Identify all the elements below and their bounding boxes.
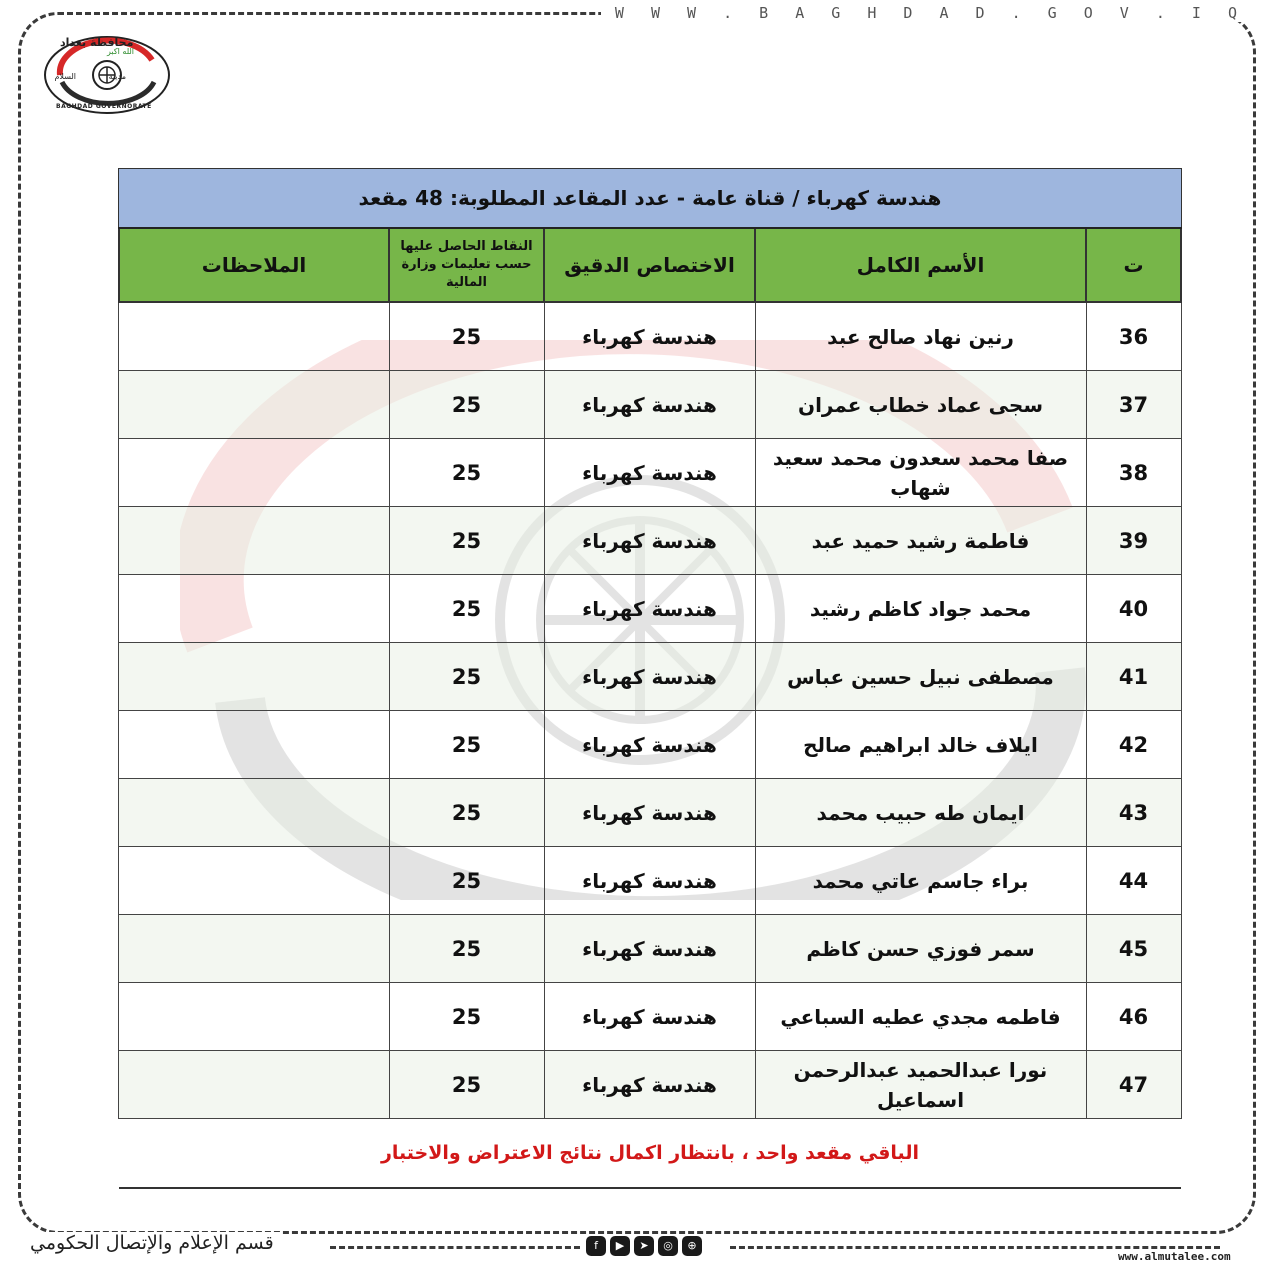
table-header-row bbox=[119, 228, 1181, 302]
row-full-name: مصطفى نبيل حسين عباس bbox=[755, 643, 1086, 711]
table-row bbox=[119, 371, 1181, 439]
row-full-name: رنين نهاد صالح عبد bbox=[755, 302, 1086, 371]
row-number: 42 bbox=[1086, 711, 1181, 779]
table-row bbox=[119, 439, 1181, 507]
table-row bbox=[119, 915, 1181, 983]
row-points: 25 bbox=[389, 983, 544, 1051]
row-number: 45 bbox=[1086, 915, 1181, 983]
row-full-name: سجى عماد خطاب عمران bbox=[755, 371, 1086, 439]
table-row bbox=[119, 847, 1181, 915]
row-number: 47 bbox=[1086, 1051, 1181, 1119]
row-number: 41 bbox=[1086, 643, 1181, 711]
row-notes bbox=[119, 711, 389, 779]
source-watermark: www.almutalee.com bbox=[1118, 1250, 1231, 1263]
column-header-specialization: الاختصاص الدقيق bbox=[544, 228, 755, 302]
row-specialization: هندسة كهرباء bbox=[544, 302, 755, 371]
logo-title: محافظة بغداد bbox=[60, 36, 134, 49]
table-row bbox=[119, 643, 1181, 711]
row-notes bbox=[119, 643, 389, 711]
telegram-icon[interactable]: ➤ bbox=[634, 1236, 654, 1256]
row-specialization: هندسة كهرباء bbox=[544, 439, 755, 507]
website-icon[interactable]: ⊕ bbox=[682, 1236, 702, 1256]
row-points: 25 bbox=[389, 302, 544, 371]
svg-text:الله اكبر: الله اكبر bbox=[107, 47, 134, 56]
table-row bbox=[119, 711, 1181, 779]
instagram-icon[interactable]: ◎ bbox=[658, 1236, 678, 1256]
row-full-name: نورا عبدالحميد عبدالرحمن اسماعيل bbox=[755, 1051, 1086, 1119]
row-points: 25 bbox=[389, 779, 544, 847]
row-full-name: فاطمه مجدي عطيه السباعي bbox=[755, 983, 1086, 1051]
row-specialization: هندسة كهرباء bbox=[544, 507, 755, 575]
row-number: 39 bbox=[1086, 507, 1181, 575]
column-header-notes: الملاحظات bbox=[119, 228, 389, 302]
site-url[interactable]: W W W . B A G H D A D . G O V . I Q bbox=[601, 4, 1260, 22]
row-points: 25 bbox=[389, 507, 544, 575]
row-full-name: فاطمة رشيد حميد عبد bbox=[755, 507, 1086, 575]
table-title: هندسة كهرباء / قناة عامة - عدد المقاعد المطلوبة: 48 مقعد bbox=[119, 169, 1181, 229]
row-points: 25 bbox=[389, 575, 544, 643]
row-specialization: هندسة كهرباء bbox=[544, 371, 755, 439]
row-number: 43 bbox=[1086, 779, 1181, 847]
row-points: 25 bbox=[389, 711, 544, 779]
row-specialization: هندسة كهرباء bbox=[544, 915, 755, 983]
row-notes bbox=[119, 983, 389, 1051]
row-number: 38 bbox=[1086, 439, 1181, 507]
table-footnote-row bbox=[119, 1119, 1181, 1189]
column-header-points: النقاط الحاصل عليها حسب تعليمات وزارة المالية bbox=[389, 228, 544, 302]
row-notes bbox=[119, 302, 389, 371]
column-header-name: الأسم الكامل bbox=[755, 228, 1086, 302]
table-row bbox=[119, 983, 1181, 1051]
row-points: 25 bbox=[389, 1051, 544, 1119]
row-full-name: براء جاسم عاتي محمد bbox=[755, 847, 1086, 915]
department-name: قسم الإعلام والإتصال الحكومي bbox=[24, 1232, 280, 1254]
row-number: 37 bbox=[1086, 371, 1181, 439]
row-specialization: هندسة كهرباء bbox=[544, 779, 755, 847]
row-notes bbox=[119, 371, 389, 439]
table-title-row bbox=[119, 169, 1181, 229]
row-specialization: هندسة كهرباء bbox=[544, 983, 755, 1051]
svg-text:السلام: السلام bbox=[54, 72, 76, 81]
row-full-name: ايمان طه حبيب محمد bbox=[755, 779, 1086, 847]
row-full-name: سمر فوزي حسن كاظم bbox=[755, 915, 1086, 983]
youtube-icon[interactable]: ▶ bbox=[610, 1236, 630, 1256]
row-notes bbox=[119, 575, 389, 643]
row-points: 25 bbox=[389, 915, 544, 983]
table-row bbox=[119, 575, 1181, 643]
svg-text:مدينة: مدينة bbox=[108, 72, 126, 81]
results-table bbox=[118, 168, 1182, 1189]
results-table-wrapper bbox=[120, 168, 1182, 1189]
row-full-name: صفا محمد سعدون محمد سعيد شهاب bbox=[755, 439, 1086, 507]
facebook-icon[interactable]: f bbox=[586, 1236, 606, 1256]
row-notes bbox=[119, 779, 389, 847]
row-notes bbox=[119, 1051, 389, 1119]
logo-english-name: BAGHDAD GOVERNORATE bbox=[56, 103, 152, 110]
row-specialization: هندسة كهرباء bbox=[544, 1051, 755, 1119]
footer-divider-left bbox=[330, 1246, 580, 1249]
row-points: 25 bbox=[389, 847, 544, 915]
row-number: 44 bbox=[1086, 847, 1181, 915]
row-points: 25 bbox=[389, 439, 544, 507]
row-notes bbox=[119, 847, 389, 915]
row-points: 25 bbox=[389, 371, 544, 439]
row-specialization: هندسة كهرباء bbox=[544, 575, 755, 643]
row-notes bbox=[119, 915, 389, 983]
row-full-name: ايلاف خالد ابراهيم صالح bbox=[755, 711, 1086, 779]
table-row bbox=[119, 779, 1181, 847]
row-specialization: هندسة كهرباء bbox=[544, 847, 755, 915]
social-icons bbox=[586, 1236, 702, 1256]
row-notes bbox=[119, 439, 389, 507]
remaining-seats-note: الباقي مقعد واحد ، بانتظار اكمال نتائج الاعتراض والاختبار bbox=[119, 1119, 1181, 1189]
row-number: 40 bbox=[1086, 575, 1181, 643]
row-notes bbox=[119, 507, 389, 575]
row-specialization: هندسة كهرباء bbox=[544, 643, 755, 711]
table-row bbox=[119, 302, 1181, 371]
column-header-index: ت bbox=[1086, 228, 1181, 302]
row-number: 46 bbox=[1086, 983, 1181, 1051]
table-row bbox=[119, 1051, 1181, 1119]
row-full-name: محمد جواد كاظم رشيد bbox=[755, 575, 1086, 643]
table-row bbox=[119, 507, 1181, 575]
row-specialization: هندسة كهرباء bbox=[544, 711, 755, 779]
row-points: 25 bbox=[389, 643, 544, 711]
footer-divider-right bbox=[730, 1246, 1220, 1249]
row-number: 36 bbox=[1086, 302, 1181, 371]
